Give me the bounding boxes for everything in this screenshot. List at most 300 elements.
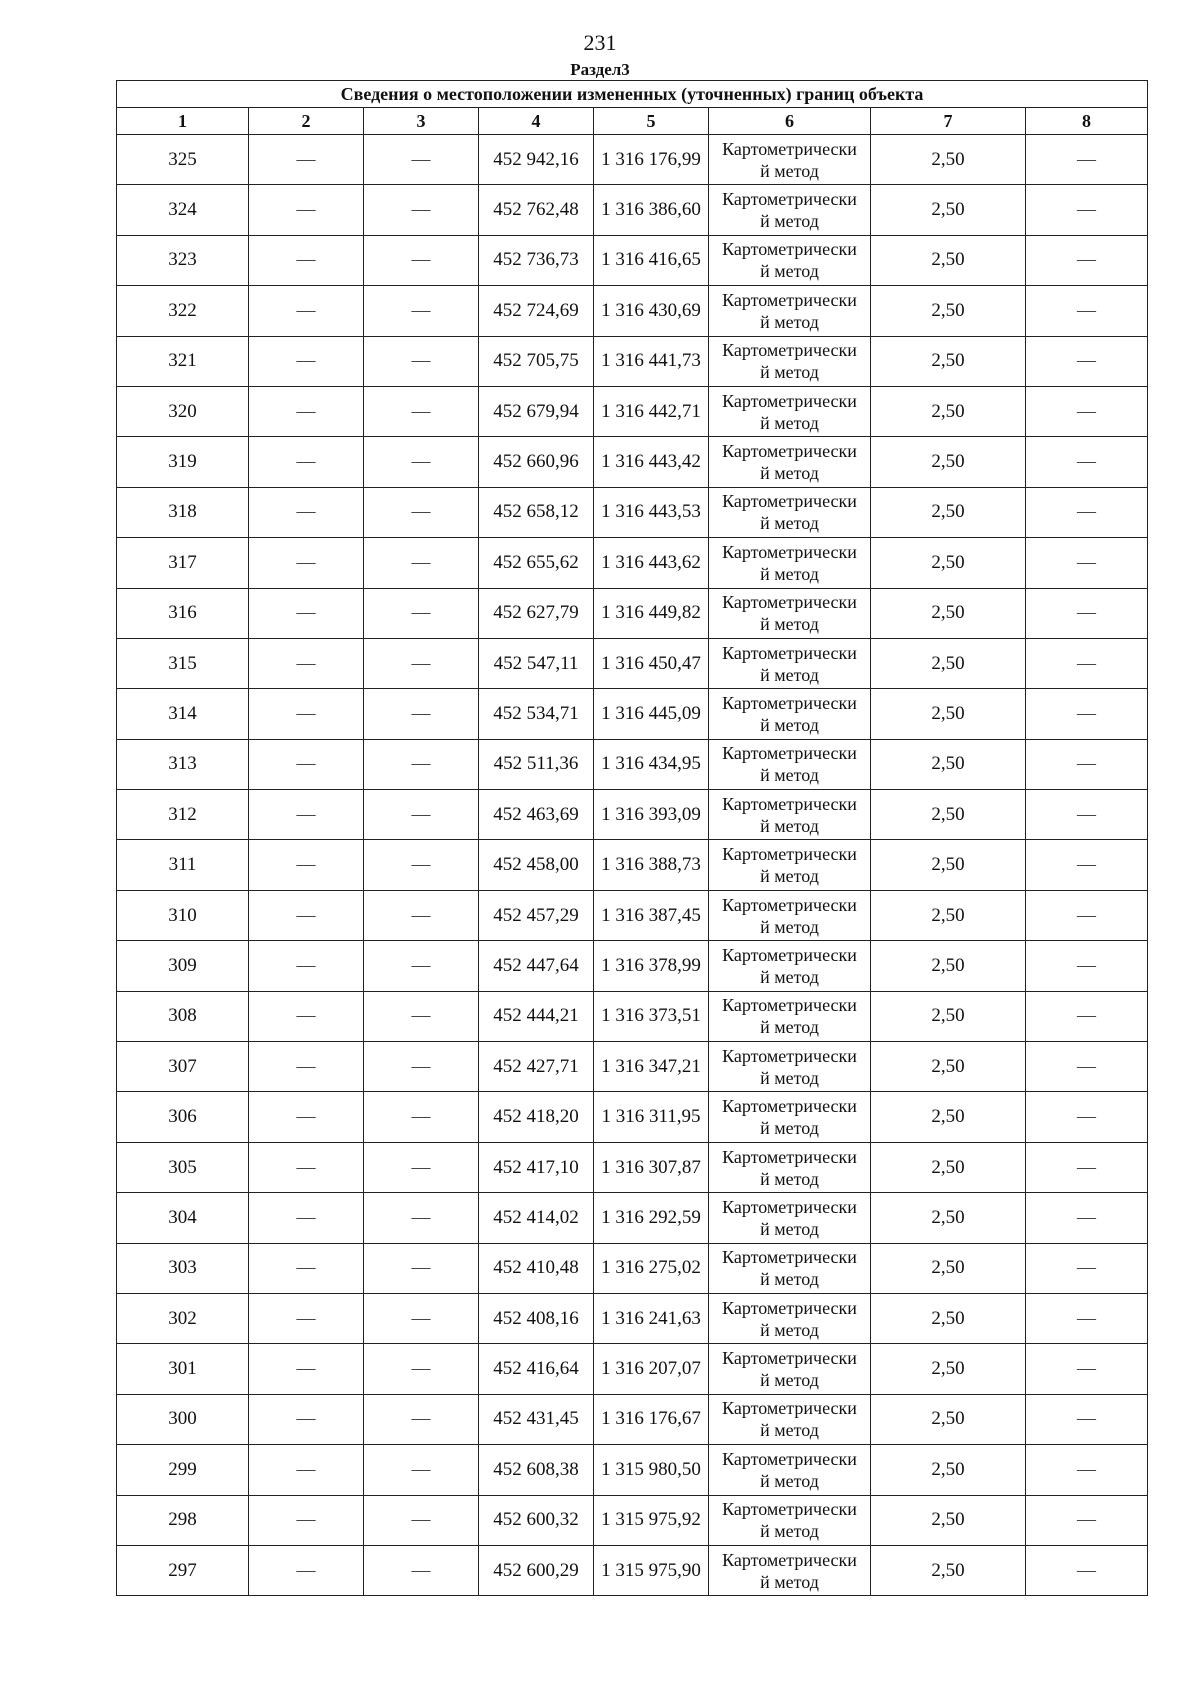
method-text-line: й метод <box>760 614 819 635</box>
column-header: 7 <box>871 108 1026 135</box>
x-coordinate-cell: 452 658,12 <box>479 487 594 537</box>
section-title: Раздел3 <box>570 60 630 79</box>
point-number-cell: 299 <box>117 1445 249 1495</box>
table-row <box>117 1495 1148 1545</box>
point-number-cell: 319 <box>117 437 249 487</box>
empty-cell: — <box>249 638 364 688</box>
method-text-line: Картометрически <box>722 138 857 159</box>
table-row <box>117 991 1148 1041</box>
method-cell <box>709 487 871 537</box>
method-text-line: й метод <box>760 916 819 937</box>
accuracy-cell: 2,50 <box>871 890 1026 940</box>
y-coordinate-cell: 1 316 443,62 <box>594 538 709 588</box>
method-text-line: Картометрически <box>722 1499 857 1520</box>
accuracy-cell: 2,50 <box>871 790 1026 840</box>
point-number-cell: 298 <box>117 1495 249 1545</box>
method-cell <box>709 1142 871 1192</box>
method-text-line: й метод <box>760 765 819 786</box>
empty-cell: — <box>364 286 479 336</box>
accuracy-cell: 2,50 <box>871 487 1026 537</box>
method-text-line: й метод <box>760 815 819 836</box>
x-coordinate-cell: 452 444,21 <box>479 991 594 1041</box>
method-cell <box>709 941 871 991</box>
table-row <box>117 638 1148 688</box>
x-coordinate-cell: 452 463,69 <box>479 790 594 840</box>
method-text-line: Картометрически <box>722 1549 857 1570</box>
empty-cell: — <box>249 1092 364 1142</box>
empty-cell: — <box>249 1243 364 1293</box>
point-number-cell: 320 <box>117 386 249 436</box>
table-row <box>117 1394 1148 1444</box>
x-coordinate-cell: 452 627,79 <box>479 588 594 638</box>
method-cell <box>709 1092 871 1142</box>
table-row <box>117 1344 1148 1394</box>
y-coordinate-cell: 1 316 347,21 <box>594 1042 709 1092</box>
method-cell <box>709 588 871 638</box>
table-row <box>117 185 1148 235</box>
empty-cell: — <box>364 1394 479 1444</box>
method-text-line: й метод <box>760 261 819 282</box>
point-number-cell: 300 <box>117 1394 249 1444</box>
empty-cell: — <box>249 437 364 487</box>
x-coordinate-cell: 452 427,71 <box>479 1042 594 1092</box>
x-coordinate-cell: 452 942,16 <box>479 135 594 185</box>
point-number-cell: 309 <box>117 941 249 991</box>
empty-cell: — <box>364 1293 479 1343</box>
accuracy-cell: 2,50 <box>871 135 1026 185</box>
empty-cell: — <box>249 739 364 789</box>
method-text-line: Картометрически <box>722 894 857 915</box>
table-row <box>117 1042 1148 1092</box>
point-number-cell: 324 <box>117 185 249 235</box>
method-text-line: й метод <box>760 714 819 735</box>
table-caption: Сведения о местоположении измененных (уточненных) границ объекта <box>116 80 1148 107</box>
method-text-line: Картометрически <box>722 944 857 965</box>
table-row <box>117 1243 1148 1293</box>
table-row <box>117 739 1148 789</box>
method-cell <box>709 135 871 185</box>
empty-cell: — <box>1026 135 1148 185</box>
x-coordinate-cell: 452 431,45 <box>479 1394 594 1444</box>
x-coordinate-cell: 452 724,69 <box>479 286 594 336</box>
method-cell <box>709 185 871 235</box>
empty-cell: — <box>249 991 364 1041</box>
method-text-line: й метод <box>760 463 819 484</box>
point-number-cell: 322 <box>117 286 249 336</box>
x-coordinate-cell: 452 534,71 <box>479 689 594 739</box>
method-text-line: Картометрически <box>722 1045 857 1066</box>
empty-cell: — <box>249 588 364 638</box>
table-row <box>117 588 1148 638</box>
empty-cell: — <box>1026 638 1148 688</box>
y-coordinate-cell: 1 316 430,69 <box>594 286 709 336</box>
accuracy-cell: 2,50 <box>871 1293 1026 1343</box>
column-header: 5 <box>594 108 709 135</box>
empty-cell: — <box>249 185 364 235</box>
table-row <box>117 790 1148 840</box>
y-coordinate-cell: 1 316 311,95 <box>594 1092 709 1142</box>
method-text-line: Картометрически <box>722 390 857 411</box>
table-row <box>117 1445 1148 1495</box>
method-text-line: й метод <box>760 160 819 181</box>
y-coordinate-cell: 1 316 450,47 <box>594 638 709 688</box>
x-coordinate-cell: 452 408,16 <box>479 1293 594 1343</box>
table-row <box>117 487 1148 537</box>
table-row <box>117 1142 1148 1192</box>
empty-cell: — <box>249 941 364 991</box>
empty-cell: — <box>249 286 364 336</box>
method-text-line: Картометрически <box>722 1448 857 1469</box>
method-text-line: й метод <box>760 1218 819 1239</box>
x-coordinate-cell: 452 608,38 <box>479 1445 594 1495</box>
method-cell <box>709 1495 871 1545</box>
method-cell <box>709 991 871 1041</box>
empty-cell: — <box>1026 538 1148 588</box>
method-text-line: Картометрически <box>722 1348 857 1369</box>
accuracy-cell: 2,50 <box>871 638 1026 688</box>
x-coordinate-cell: 452 705,75 <box>479 336 594 386</box>
accuracy-cell: 2,50 <box>871 689 1026 739</box>
point-number-cell: 314 <box>117 689 249 739</box>
accuracy-cell: 2,50 <box>871 1142 1026 1192</box>
empty-cell: — <box>249 1495 364 1545</box>
method-cell <box>709 1445 871 1495</box>
empty-cell: — <box>1026 1344 1148 1394</box>
y-coordinate-cell: 1 316 386,60 <box>594 185 709 235</box>
y-coordinate-cell: 1 315 975,90 <box>594 1545 709 1595</box>
method-text-line: й метод <box>760 362 819 383</box>
empty-cell: — <box>249 336 364 386</box>
empty-cell: — <box>1026 286 1148 336</box>
empty-cell: — <box>1026 1293 1148 1343</box>
point-number-cell: 310 <box>117 890 249 940</box>
empty-cell: — <box>1026 1545 1148 1595</box>
empty-cell: — <box>364 1545 479 1595</box>
method-cell <box>709 1243 871 1293</box>
table-row <box>117 890 1148 940</box>
method-text-line: Картометрически <box>722 844 857 865</box>
method-text-line: й метод <box>760 311 819 332</box>
method-cell <box>709 235 871 285</box>
y-coordinate-cell: 1 316 378,99 <box>594 941 709 991</box>
method-cell <box>709 1042 871 1092</box>
empty-cell: — <box>364 790 479 840</box>
table-row <box>117 1193 1148 1243</box>
method-cell <box>709 840 871 890</box>
y-coordinate-cell: 1 316 176,99 <box>594 135 709 185</box>
accuracy-cell: 2,50 <box>871 185 1026 235</box>
point-number-cell: 315 <box>117 638 249 688</box>
empty-cell: — <box>364 638 479 688</box>
empty-cell: — <box>1026 790 1148 840</box>
x-coordinate-cell: 452 458,00 <box>479 840 594 890</box>
empty-cell: — <box>1026 991 1148 1041</box>
point-number-cell: 297 <box>117 1545 249 1595</box>
method-cell <box>709 790 871 840</box>
y-coordinate-cell: 1 316 442,71 <box>594 386 709 436</box>
method-text-line: Картометрически <box>722 1196 857 1217</box>
y-coordinate-cell: 1 316 441,73 <box>594 336 709 386</box>
empty-cell: — <box>1026 1042 1148 1092</box>
x-coordinate-cell: 452 679,94 <box>479 386 594 436</box>
table-row <box>117 689 1148 739</box>
table-row <box>117 235 1148 285</box>
point-number-cell: 317 <box>117 538 249 588</box>
method-text-line: Картометрически <box>722 995 857 1016</box>
accuracy-cell: 2,50 <box>871 286 1026 336</box>
y-coordinate-cell: 1 316 241,63 <box>594 1293 709 1343</box>
method-cell <box>709 1394 871 1444</box>
empty-cell: — <box>1026 1445 1148 1495</box>
point-number-cell: 302 <box>117 1293 249 1343</box>
method-cell <box>709 638 871 688</box>
empty-cell: — <box>364 588 479 638</box>
empty-cell: — <box>364 1344 479 1394</box>
method-text-line: й метод <box>760 211 819 232</box>
y-coordinate-cell: 1 316 434,95 <box>594 739 709 789</box>
method-text-line: Картометрически <box>722 642 857 663</box>
column-header: 3 <box>364 108 479 135</box>
empty-cell: — <box>1026 1243 1148 1293</box>
empty-cell: — <box>364 1092 479 1142</box>
empty-cell: — <box>1026 1142 1148 1192</box>
x-coordinate-cell: 452 660,96 <box>479 437 594 487</box>
method-text-line: Картометрически <box>722 541 857 562</box>
method-text-line: й метод <box>760 1017 819 1038</box>
method-cell <box>709 1193 871 1243</box>
method-text-line: й метод <box>760 412 819 433</box>
accuracy-cell: 2,50 <box>871 538 1026 588</box>
y-coordinate-cell: 1 316 176,67 <box>594 1394 709 1444</box>
empty-cell: — <box>1026 487 1148 537</box>
accuracy-cell: 2,50 <box>871 840 1026 890</box>
method-text-line: й метод <box>760 1521 819 1542</box>
point-number-cell: 304 <box>117 1193 249 1243</box>
column-header: 2 <box>249 108 364 135</box>
method-text-line: й метод <box>760 1420 819 1441</box>
table-row <box>117 286 1148 336</box>
point-number-cell: 323 <box>117 235 249 285</box>
method-cell <box>709 689 871 739</box>
x-coordinate-cell: 452 600,32 <box>479 1495 594 1545</box>
empty-cell: — <box>364 336 479 386</box>
empty-cell: — <box>249 1445 364 1495</box>
empty-cell: — <box>364 538 479 588</box>
column-header: 8 <box>1026 108 1148 135</box>
table-row <box>117 336 1148 386</box>
method-text-line: й метод <box>760 1118 819 1139</box>
empty-cell: — <box>364 739 479 789</box>
method-text-line: Картометрически <box>722 289 857 310</box>
method-cell <box>709 1545 871 1595</box>
empty-cell: — <box>249 790 364 840</box>
point-number-cell: 301 <box>117 1344 249 1394</box>
point-number-cell: 311 <box>117 840 249 890</box>
accuracy-cell: 2,50 <box>871 1344 1026 1394</box>
method-text-line: Картометрически <box>722 692 857 713</box>
empty-cell: — <box>249 135 364 185</box>
table-row <box>117 941 1148 991</box>
method-text-line: й метод <box>760 1269 819 1290</box>
table-row <box>117 437 1148 487</box>
empty-cell: — <box>364 890 479 940</box>
empty-cell: — <box>249 235 364 285</box>
method-text-line: й метод <box>760 1319 819 1340</box>
empty-cell: — <box>364 1445 479 1495</box>
empty-cell: — <box>1026 941 1148 991</box>
x-coordinate-cell: 452 414,02 <box>479 1193 594 1243</box>
y-coordinate-cell: 1 316 443,53 <box>594 487 709 537</box>
point-number-cell: 308 <box>117 991 249 1041</box>
method-text-line: Картометрически <box>722 491 857 512</box>
y-coordinate-cell: 1 316 207,07 <box>594 1344 709 1394</box>
empty-cell: — <box>1026 840 1148 890</box>
method-text-line: Картометрически <box>722 441 857 462</box>
method-text-line: Картометрически <box>722 1297 857 1318</box>
x-coordinate-cell: 452 547,11 <box>479 638 594 688</box>
empty-cell: — <box>364 840 479 890</box>
accuracy-cell: 2,50 <box>871 991 1026 1041</box>
empty-cell: — <box>364 941 479 991</box>
table-row <box>117 1545 1148 1595</box>
method-text-line: й метод <box>760 966 819 987</box>
y-coordinate-cell: 1 315 980,50 <box>594 1445 709 1495</box>
method-text-line: Картометрически <box>722 743 857 764</box>
point-number-cell: 303 <box>117 1243 249 1293</box>
accuracy-cell: 2,50 <box>871 1092 1026 1142</box>
method-text-line: й метод <box>760 1168 819 1189</box>
table-row <box>117 135 1148 185</box>
method-cell <box>709 739 871 789</box>
empty-cell: — <box>1026 437 1148 487</box>
y-coordinate-cell: 1 316 388,73 <box>594 840 709 890</box>
method-cell <box>709 386 871 436</box>
accuracy-cell: 2,50 <box>871 437 1026 487</box>
empty-cell: — <box>249 1394 364 1444</box>
column-header: 1 <box>117 108 249 135</box>
empty-cell: — <box>249 386 364 436</box>
empty-cell: — <box>249 1344 364 1394</box>
empty-cell: — <box>364 487 479 537</box>
point-number-cell: 306 <box>117 1092 249 1142</box>
table-body <box>117 135 1148 1596</box>
point-number-cell: 305 <box>117 1142 249 1192</box>
point-number-cell: 313 <box>117 739 249 789</box>
method-text-line: Картометрически <box>722 1247 857 1268</box>
method-text-line: й метод <box>760 1370 819 1391</box>
empty-cell: — <box>1026 739 1148 789</box>
empty-cell: — <box>1026 1193 1148 1243</box>
accuracy-cell: 2,50 <box>871 1042 1026 1092</box>
table-row <box>117 386 1148 436</box>
point-number-cell: 325 <box>117 135 249 185</box>
empty-cell: — <box>364 1193 479 1243</box>
empty-cell: — <box>1026 1495 1148 1545</box>
x-coordinate-cell: 452 600,29 <box>479 1545 594 1595</box>
empty-cell: — <box>364 1495 479 1545</box>
method-text-line: Картометрически <box>722 340 857 361</box>
x-coordinate-cell: 452 736,73 <box>479 235 594 285</box>
column-header: 6 <box>709 108 871 135</box>
column-header-row <box>117 108 1148 135</box>
y-coordinate-cell: 1 316 275,02 <box>594 1243 709 1293</box>
empty-cell: — <box>249 1193 364 1243</box>
y-coordinate-cell: 1 316 443,42 <box>594 437 709 487</box>
method-text-line: Картометрически <box>722 1398 857 1419</box>
method-text-line: Картометрически <box>722 1146 857 1167</box>
accuracy-cell: 2,50 <box>871 1545 1026 1595</box>
empty-cell: — <box>364 1042 479 1092</box>
point-number-cell: 312 <box>117 790 249 840</box>
method-text-line: й метод <box>760 563 819 584</box>
y-coordinate-cell: 1 316 387,45 <box>594 890 709 940</box>
method-cell <box>709 336 871 386</box>
x-coordinate-cell: 452 417,10 <box>479 1142 594 1192</box>
x-coordinate-cell: 452 418,20 <box>479 1092 594 1142</box>
y-coordinate-cell: 1 316 393,09 <box>594 790 709 840</box>
y-coordinate-cell: 1 316 445,09 <box>594 689 709 739</box>
empty-cell: — <box>249 1545 364 1595</box>
point-number-cell: 321 <box>117 336 249 386</box>
accuracy-cell: 2,50 <box>871 235 1026 285</box>
empty-cell: — <box>364 991 479 1041</box>
empty-cell: — <box>249 538 364 588</box>
method-cell <box>709 437 871 487</box>
x-coordinate-cell: 452 762,48 <box>479 185 594 235</box>
method-text-line: Картометрически <box>722 189 857 210</box>
method-text-line: й метод <box>760 1571 819 1592</box>
method-cell <box>709 890 871 940</box>
empty-cell: — <box>1026 1394 1148 1444</box>
empty-cell: — <box>364 185 479 235</box>
method-text-line: й метод <box>760 513 819 534</box>
accuracy-cell: 2,50 <box>871 1394 1026 1444</box>
empty-cell: — <box>1026 689 1148 739</box>
y-coordinate-cell: 1 316 449,82 <box>594 588 709 638</box>
accuracy-cell: 2,50 <box>871 1193 1026 1243</box>
y-coordinate-cell: 1 316 416,65 <box>594 235 709 285</box>
method-cell <box>709 1344 871 1394</box>
empty-cell: — <box>249 890 364 940</box>
empty-cell: — <box>1026 890 1148 940</box>
x-coordinate-cell: 452 447,64 <box>479 941 594 991</box>
y-coordinate-cell: 1 316 292,59 <box>594 1193 709 1243</box>
page-number: 231 <box>583 30 617 55</box>
empty-cell: — <box>249 840 364 890</box>
method-text-line: Картометрически <box>722 1096 857 1117</box>
accuracy-cell: 2,50 <box>871 1243 1026 1293</box>
x-coordinate-cell: 452 655,62 <box>479 538 594 588</box>
y-coordinate-cell: 1 316 373,51 <box>594 991 709 1041</box>
point-number-cell: 307 <box>117 1042 249 1092</box>
table-row <box>117 1092 1148 1142</box>
table-row <box>117 538 1148 588</box>
method-text-line: й метод <box>760 866 819 887</box>
empty-cell: — <box>1026 588 1148 638</box>
accuracy-cell: 2,50 <box>871 588 1026 638</box>
method-text-line: й метод <box>760 664 819 685</box>
empty-cell: — <box>249 689 364 739</box>
empty-cell: — <box>364 1243 479 1293</box>
boundary-coordinates-table <box>116 80 1148 1596</box>
method-cell <box>709 538 871 588</box>
empty-cell: — <box>364 437 479 487</box>
x-coordinate-cell: 452 410,48 <box>479 1243 594 1293</box>
empty-cell: — <box>364 386 479 436</box>
table-row <box>117 1293 1148 1343</box>
empty-cell: — <box>249 1293 364 1343</box>
empty-cell: — <box>364 135 479 185</box>
